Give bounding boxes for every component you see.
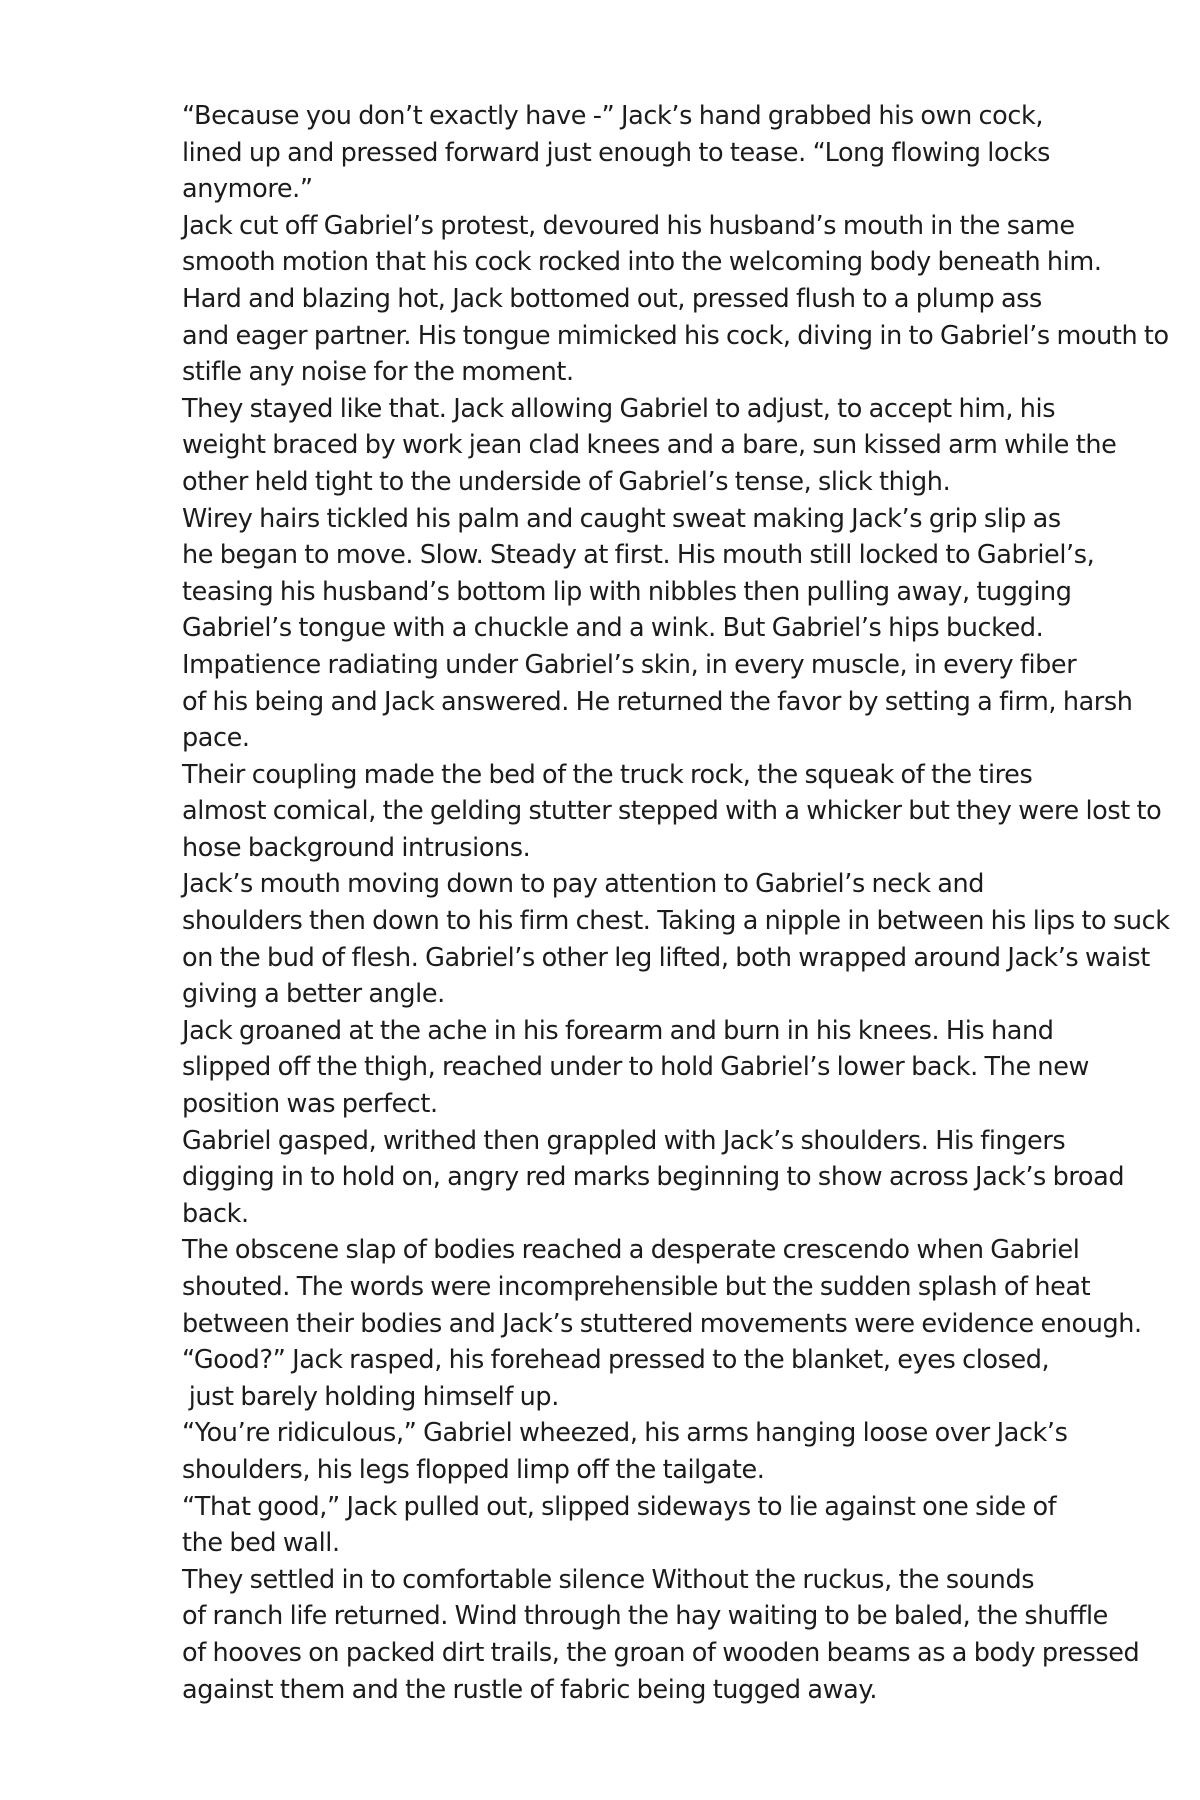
text-line: almost comical, the gelding stutter stepped with a whicker but they were lost to bbox=[182, 796, 1162, 827]
paragraph-10 bbox=[80, 1123, 1125, 1233]
text-line: of hooves on packed dirt trails, the groan of wooden beams as a body pressed bbox=[182, 1637, 1140, 1668]
text-line: just barely holding himself up. bbox=[182, 1381, 559, 1412]
text-line: teasing his husband’s bottom lip with nibbles then pulling away, tugging bbox=[182, 576, 1072, 607]
text-line: Jack’s mouth moving down to pay attention to Gabriel’s neck and bbox=[182, 869, 985, 900]
paragraph-1 bbox=[80, 98, 1080, 208]
text-line: “Good?” Jack rasped, his forehead pressed to the blanket, eyes closed, bbox=[182, 1345, 1050, 1376]
text-line: Impatience radiating under Gabriel’s skin, in every muscle, in every fiber bbox=[182, 649, 1077, 680]
text-line: “You’re ridiculous,” Gabriel wheezed, his arms hanging loose over Jack’s bbox=[182, 1418, 1068, 1449]
text-line: Jack groaned at the ache in his forearm and burn in his knees. His hand bbox=[182, 1015, 1054, 1046]
text-line: of ranch life returned. Wind through the hay waiting to be baled, the shuffle bbox=[182, 1601, 1108, 1632]
text-line: “Because you don’t exactly have -” Jack’s hand grabbed his own cock, bbox=[182, 101, 1044, 131]
text-line: and eager partner. His tongue mimicked his cock, diving in to Gabriel’s mouth to bbox=[182, 320, 1169, 351]
text-line: of his being and Jack answered. He returned the favor by setting a firm, harsh bbox=[182, 686, 1133, 717]
text-line: the bed wall. bbox=[182, 1528, 340, 1559]
text-line: position was perfect. bbox=[182, 1089, 438, 1120]
text-line: shouted. The words were incomprehensible but the sudden splash of heat bbox=[182, 1272, 1091, 1302]
text-line: lined up and pressed forward just enough to tease. “Long flowing locks bbox=[182, 137, 1051, 168]
text-line: “That good,” Jack pulled out, slipped sideways to lie against one side of bbox=[182, 1491, 1057, 1522]
paragraph-13 bbox=[80, 1415, 1080, 1488]
text-line: shoulders then down to his firm chest. Taking a nipple in between his lips to suck bbox=[182, 906, 1170, 937]
text-line: on the bud of flesh. Gabriel’s other leg lifted, both wrapped around Jack’s waist bbox=[182, 942, 1150, 973]
text-line: stifle any noise for the moment. bbox=[182, 357, 574, 388]
text-line: between their bodies and Jack’s stuttered movements were evidence enough. bbox=[182, 1308, 1142, 1339]
text-line: Hard and blazing hot, Jack bottomed out, pressed flush to a plump ass bbox=[182, 283, 1042, 314]
document-page bbox=[80, 98, 1170, 1708]
paragraph-12 bbox=[80, 1342, 1080, 1415]
paragraph-8 bbox=[80, 866, 1170, 1012]
paragraph-2 bbox=[80, 208, 1102, 281]
paragraph-14 bbox=[80, 1489, 1080, 1562]
text-line: smooth motion that his cock rocked into the welcoming body beneath him. bbox=[182, 247, 1102, 278]
text-line: They settled in to comfortable silence Without the ruckus, the sounds bbox=[182, 1564, 1035, 1595]
text-line: shoulders, his legs flopped limp off the tailgate. bbox=[182, 1454, 765, 1485]
text-line: anymore.” bbox=[182, 174, 313, 205]
paragraph-7 bbox=[80, 757, 1162, 867]
text-line: Jack cut off Gabriel’s protest, devoured his husband’s mouth in the same bbox=[182, 210, 1075, 241]
paragraph-4 bbox=[80, 391, 1117, 501]
text-line: slipped off the thigh, reached under to hold Gabriel’s lower back. The new bbox=[182, 1052, 1089, 1083]
text-line: weight braced by work jean clad knees and a bare, sun kissed arm while the bbox=[182, 430, 1117, 461]
text-line: They stayed like that. Jack allowing Gabriel to adjust, to accept him, his bbox=[182, 393, 1056, 424]
text-line: digging in to hold on, angry red marks beginning to show across Jack’s broad bbox=[182, 1162, 1125, 1193]
text-line: he began to move. Slow. Steady at first. His mouth still locked to Gabriel’s, bbox=[182, 540, 1095, 571]
text-line: Gabriel gasped, writhed then grappled with Jack’s shoulders. His fingers bbox=[182, 1125, 1066, 1156]
paragraph-11 bbox=[80, 1232, 1142, 1342]
text-line: giving a better angle. bbox=[182, 979, 445, 1010]
text-line: Gabriel’s tongue with a chuckle and a wink. But Gabriel’s hips bucked. bbox=[182, 613, 1044, 644]
text-line: Their coupling made the bed of the truck rock, the squeak of the tires bbox=[182, 759, 1033, 790]
text-line: hose background intrusions. bbox=[182, 832, 531, 863]
text-line: The obscene slap of bodies reached a desperate crescendo when Gabriel bbox=[182, 1235, 1080, 1266]
text-line: Wirey hairs tickled his palm and caught sweat making Jack’s grip slip as bbox=[182, 503, 1061, 534]
paragraph-6 bbox=[80, 647, 1133, 757]
paragraph-5 bbox=[80, 501, 1095, 647]
text-line: pace. bbox=[182, 723, 250, 754]
text-line: against them and the rustle of fabric being tugged away. bbox=[182, 1674, 878, 1705]
text-line: other held tight to the underside of Gabriel’s tense, slick thigh. bbox=[182, 466, 951, 497]
paragraph-15 bbox=[80, 1562, 1140, 1708]
text-line: back. bbox=[182, 1198, 249, 1229]
paragraph-9 bbox=[80, 1013, 1089, 1123]
paragraph-3 bbox=[80, 281, 1169, 391]
